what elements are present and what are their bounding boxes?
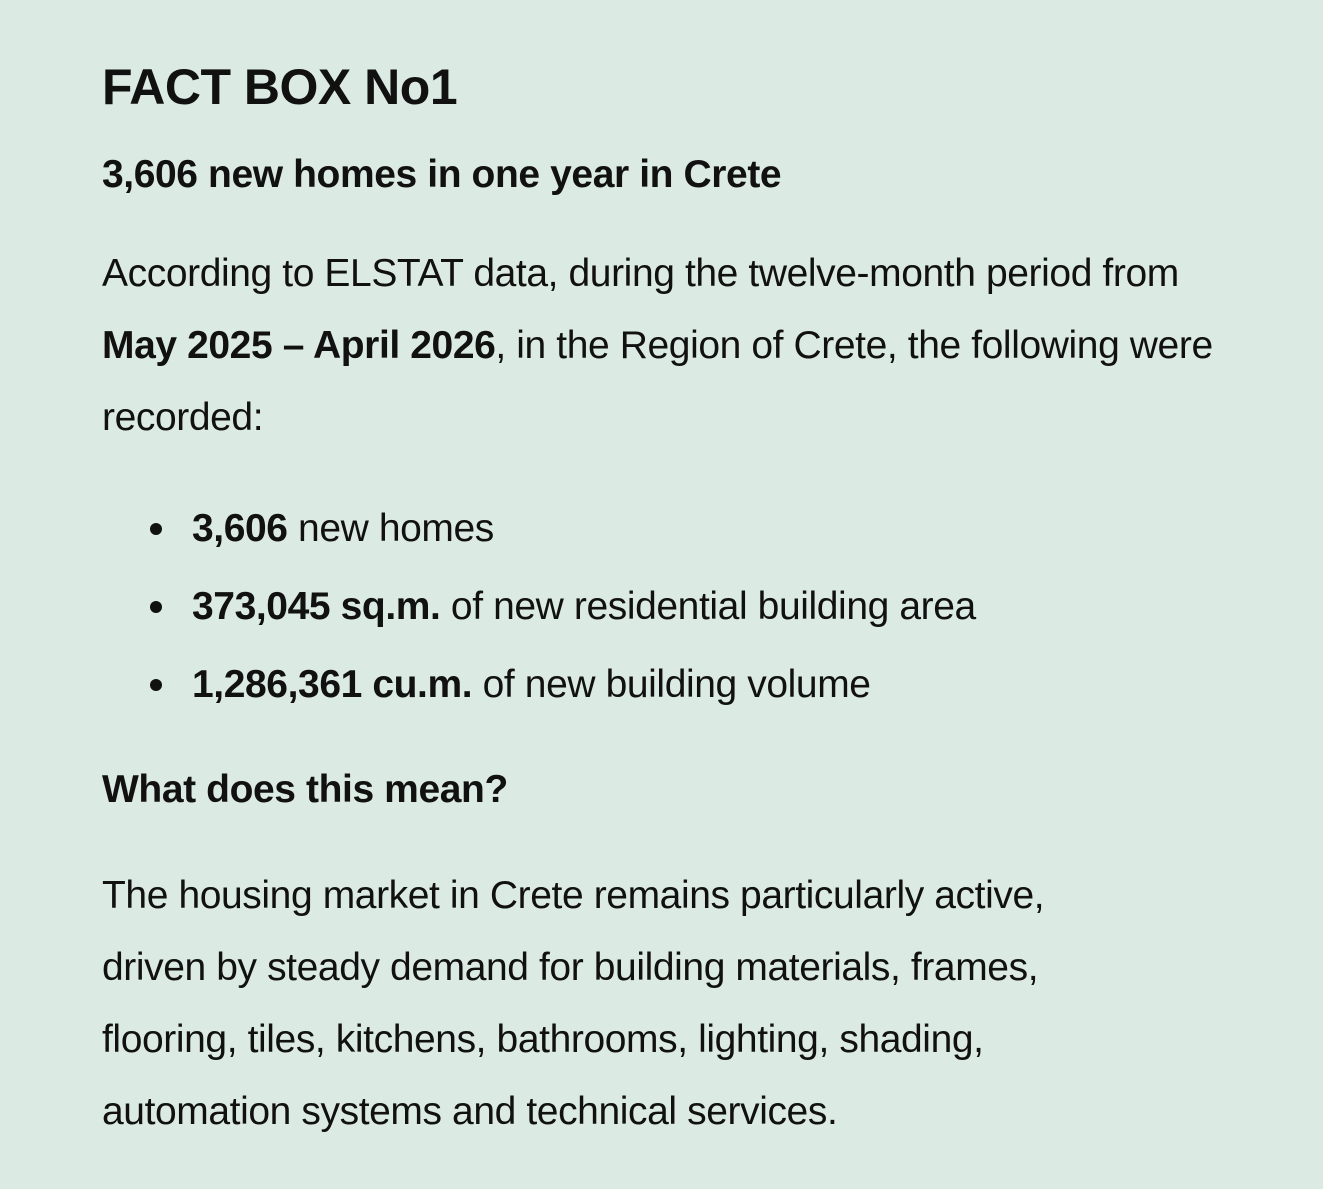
stat-text: of new building volume bbox=[472, 663, 871, 706]
stat-text: new homes bbox=[287, 507, 494, 550]
stat-text: of new residential building area bbox=[440, 585, 976, 628]
stat-value: 1,286,361 cu.m. bbox=[192, 663, 473, 706]
intro-text-after: , in the Region of Crete, the following were recorded: bbox=[102, 324, 1213, 439]
section-heading: What does this mean? bbox=[102, 768, 508, 811]
stat-item-area bbox=[102, 568, 1323, 646]
stat-item-volume bbox=[102, 646, 1323, 724]
bullet-icon bbox=[150, 601, 162, 613]
fact-box-title: FACT BOX No1 bbox=[102, 59, 458, 115]
intro-period: May 2025 – April 2026 bbox=[102, 324, 496, 367]
conclusion-paragraph: The housing market in Crete remains particularly active, driven by steady demand for building materials, frames, flooring, tiles, kitchens, bathrooms, lighting, shading, automation systems and technical services. bbox=[102, 874, 1045, 1133]
intro-text-before: According to ELSTAT data, during the twelve-month period from bbox=[102, 252, 1179, 295]
bullet-icon bbox=[150, 523, 162, 535]
stat-value: 373,045 sq.m. bbox=[192, 585, 441, 628]
stat-item-homes bbox=[102, 490, 1323, 568]
fact-box-subtitle: 3,606 new homes in one year in Crete bbox=[102, 153, 782, 196]
bullet-icon bbox=[150, 679, 162, 691]
intro-paragraph bbox=[102, 238, 1232, 454]
stat-value: 3,606 bbox=[192, 507, 288, 550]
stats-list bbox=[102, 490, 1323, 724]
